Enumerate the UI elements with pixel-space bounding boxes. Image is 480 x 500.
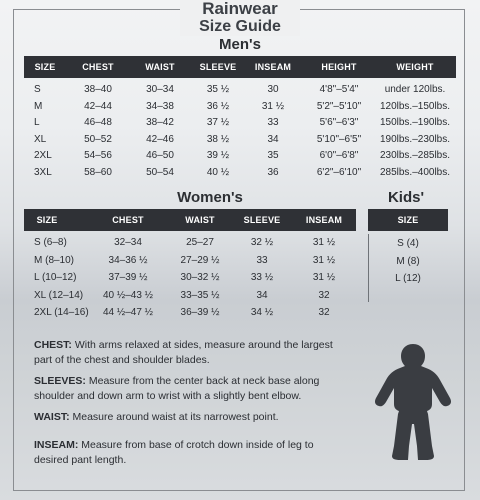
mens-cell-inseam: 33 <box>267 117 279 128</box>
kids-header-row <box>368 209 448 231</box>
mens-cell-weight: 285lbs.–400lbs. <box>379 166 451 178</box>
mens-cell-waist: 50–54 <box>146 166 174 178</box>
kids-divider <box>368 234 369 302</box>
rainsuit-silhouette-icon <box>372 342 454 467</box>
womens-cell-waist: 25–27 <box>186 237 214 248</box>
womens-cell-size: 2XL (14–16) <box>34 307 89 318</box>
mens-cell-waist: 42–46 <box>146 133 174 145</box>
mens-header-row <box>24 56 456 78</box>
inseam-term: INSEAM: <box>34 439 79 451</box>
mens-cell-weight: under 120lbs. <box>384 84 446 95</box>
mens-cell-weight: 230lbs.–285lbs. <box>379 150 451 161</box>
mens-cell-height: 5'2"–5'10" <box>316 100 362 112</box>
womens-cell-sleeve: 33 <box>256 254 268 266</box>
womens-cell-inseam: 31 ½ <box>312 254 336 266</box>
mens-cell-chest: 50–52 <box>84 133 112 145</box>
womens-header-inseam: INSEAM <box>305 215 343 225</box>
table-row <box>0 132 480 148</box>
table-row <box>0 148 480 164</box>
table-row <box>0 115 480 131</box>
kids-cell-size: M (8) <box>396 255 420 267</box>
kids-title: Kids' <box>387 189 425 206</box>
mens-cell-inseam: 35 <box>267 150 279 161</box>
table-row <box>0 165 480 181</box>
mens-cell-size: S <box>34 84 41 95</box>
womens-cell-chest: 37–39 ½ <box>108 272 148 283</box>
brand-line-1: Rainwear <box>202 0 278 18</box>
mens-cell-waist: 30–34 <box>146 84 174 95</box>
womens-cell-inseam: 32 <box>318 289 330 301</box>
waist-text: Measure around waist at its narrowest point. <box>69 411 279 423</box>
womens-header-waist: WAIST <box>185 215 215 225</box>
womens-header-row <box>24 209 356 231</box>
womens-cell-sleeve: 32 ½ <box>250 237 274 248</box>
mens-cell-waist: 38–42 <box>146 117 174 128</box>
womens-cell-sleeve: 34 <box>256 289 268 301</box>
table-row <box>0 82 480 98</box>
mens-cell-inseam: 30 <box>267 84 279 95</box>
kids-cell-size: L (12) <box>395 273 421 284</box>
mens-cell-chest: 46–48 <box>84 117 112 128</box>
chest-text: With arms relaxed at sides, measure around the largest part of the chest and shoulder blades. <box>34 339 333 366</box>
womens-cell-sleeve: 33 ½ <box>250 272 274 283</box>
sleeves-definition <box>34 374 334 404</box>
womens-cell-inseam: 31 ½ <box>312 237 336 248</box>
mens-cell-height: 4'8"–5'4" <box>319 84 359 95</box>
mens-header-height: HEIGHT <box>321 62 357 72</box>
mens-cell-waist: 34–38 <box>146 100 174 112</box>
table-row <box>0 235 360 251</box>
kids-cell-size: S (4) <box>397 238 419 249</box>
womens-cell-waist: 33–35 ½ <box>180 289 220 301</box>
womens-header-sleeve: SLEEVE <box>243 215 281 225</box>
mens-cell-weight: 120lbs.–150lbs. <box>379 100 451 112</box>
inseam-definition <box>34 438 334 468</box>
inseam-text: Measure from base of crotch down inside of leg to desired pant length. <box>34 439 314 466</box>
mens-cell-inseam: 36 <box>267 166 279 178</box>
mens-cell-inseam: 34 <box>267 133 279 145</box>
table-row <box>0 305 360 321</box>
womens-cell-chest: 34–36 ½ <box>108 254 148 266</box>
mens-cell-sleeve: 39 ½ <box>206 150 230 161</box>
mens-cell-waist: 46–50 <box>146 150 174 161</box>
womens-cell-waist: 27–29 ½ <box>180 254 220 266</box>
mens-cell-size: L <box>34 117 40 128</box>
mens-cell-inseam: 31 ½ <box>261 100 285 112</box>
mens-cell-chest: 54–56 <box>84 150 112 161</box>
mens-cell-sleeve: 35 ½ <box>206 84 230 95</box>
mens-cell-weight: 150lbs.–190lbs. <box>379 117 451 128</box>
table-row <box>0 253 360 269</box>
waist-term: WAIST: <box>34 411 70 423</box>
womens-cell-chest: 40 ½–43 ½ <box>102 289 154 301</box>
mens-title: Men's <box>219 36 261 53</box>
womens-cell-waist: 36–39 ½ <box>180 307 220 318</box>
brand-title <box>180 0 300 36</box>
list-item <box>370 271 446 287</box>
womens-title: Women's <box>177 189 243 206</box>
list-item <box>370 236 446 252</box>
womens-cell-size: L (10–12) <box>34 272 77 283</box>
womens-cell-size: XL (12–14) <box>34 289 84 301</box>
brand-line-2: Size Guide <box>199 18 281 35</box>
sleeves-term: SLEEVES: <box>34 375 86 387</box>
mens-cell-height: 5'6"–6'3" <box>319 117 359 128</box>
mens-header-sleeve: SLEEVE <box>199 62 237 72</box>
mens-cell-chest: 38–40 <box>84 84 112 95</box>
mens-cell-height: 6'0"–6'8" <box>319 150 359 161</box>
mens-cell-sleeve: 37 ½ <box>206 117 230 128</box>
mens-cell-chest: 42–44 <box>84 100 112 112</box>
mens-header-waist: WAIST <box>145 62 175 72</box>
table-row <box>0 270 360 286</box>
womens-cell-chest: 32–34 <box>114 237 142 248</box>
mens-header-inseam: INSEAM <box>254 62 292 72</box>
womens-cell-waist: 30–32 ½ <box>180 272 220 283</box>
table-row <box>0 99 480 115</box>
list-item <box>370 254 446 270</box>
womens-cell-size: M (8–10) <box>34 254 75 266</box>
mens-cell-chest: 58–60 <box>84 166 112 178</box>
chest-term: CHEST: <box>34 339 72 351</box>
womens-header-chest: CHEST <box>112 215 144 225</box>
mens-header-weight: WEIGHT <box>396 62 434 72</box>
womens-header-size: SIZE <box>36 215 58 225</box>
mens-cell-weight: 190lbs.–230lbs. <box>379 133 451 145</box>
kids-header-size: SIZE <box>397 215 419 225</box>
womens-cell-size: S (6–8) <box>34 237 67 248</box>
mens-cell-size: 2XL <box>34 150 52 161</box>
womens-cell-chest: 44 ½–47 ½ <box>102 307 154 318</box>
womens-cell-inseam: 32 <box>318 307 330 318</box>
mens-header-size: SIZE <box>34 62 56 72</box>
mens-cell-size: M <box>34 100 43 112</box>
mens-cell-height: 5'10"–6'5" <box>316 133 362 145</box>
mens-cell-height: 6'2"–6'10" <box>316 166 362 178</box>
mens-header-chest: CHEST <box>82 62 114 72</box>
mens-cell-size: XL <box>34 133 47 145</box>
womens-cell-inseam: 31 ½ <box>312 272 336 283</box>
table-row <box>0 288 360 304</box>
mens-cell-sleeve: 40 ½ <box>206 166 230 178</box>
mens-cell-size: 3XL <box>34 166 52 178</box>
mens-cell-sleeve: 38 ½ <box>206 133 230 145</box>
womens-cell-sleeve: 34 ½ <box>250 307 274 318</box>
waist-definition <box>34 410 334 425</box>
mens-cell-sleeve: 36 ½ <box>206 100 230 112</box>
chest-definition <box>34 338 334 368</box>
sleeves-text: Measure from the center back at neck base along shoulder and down arm to wrist with a slightly bent elbow. <box>34 375 320 402</box>
